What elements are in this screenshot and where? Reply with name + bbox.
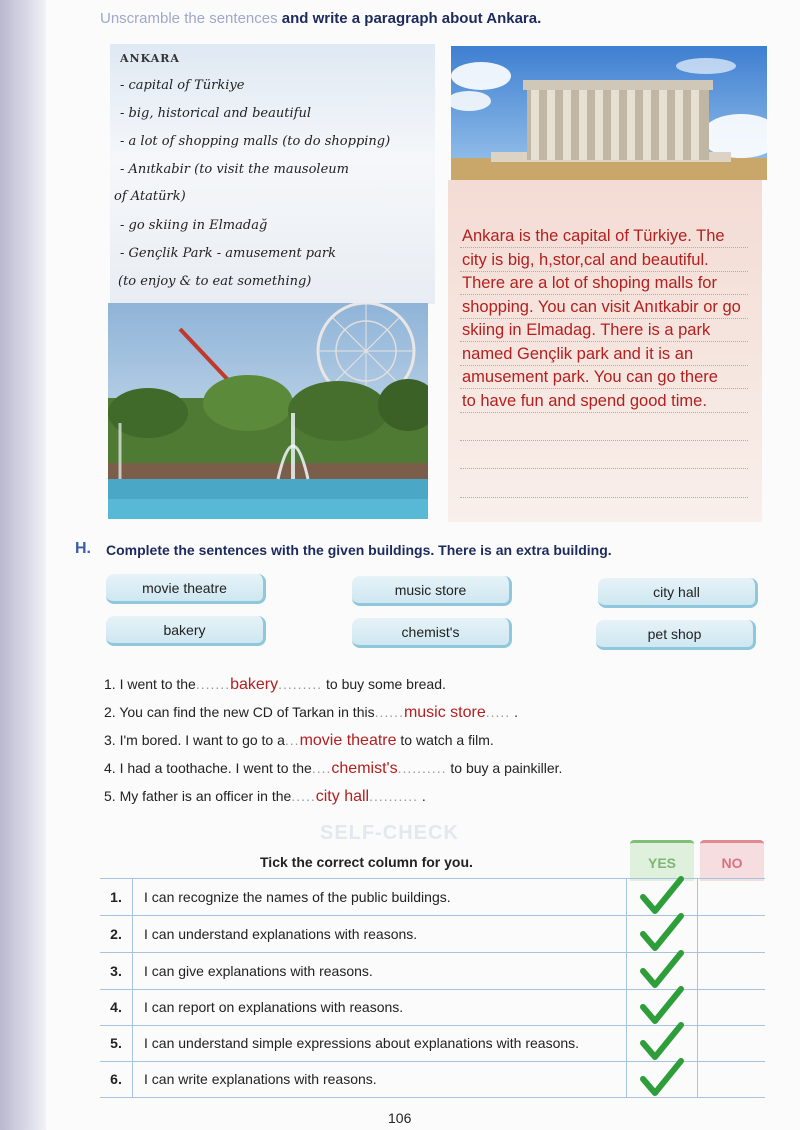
dotted-line [460,440,748,441]
blank-dots: ... [284,732,300,748]
paragraph-line: city is big, h,stor,cal and beautiful. [462,250,709,269]
notes-card [110,44,435,304]
sentence-number: 1. [104,676,116,692]
section-instruction: Complete the sentences with the given buildings. There is an extra building. [106,542,612,558]
sentence-answer: city hall [315,788,370,805]
notes-line: ANKARA [120,52,180,65]
building-label: movie theatre [142,580,227,596]
paragraph-line: There are a lot of shoping malls for [462,274,717,292]
sentence-before: You can find the new CD of Tarkan in this [119,704,375,720]
sentence-before: I had a toothache. I went to the [119,760,312,776]
sentence-answer: bakery [230,676,279,693]
notes-line: (to enjoy & to eat something) [118,274,312,289]
sentence-before: I'm bored. I want to go to a [119,732,285,748]
building-chip [352,618,512,648]
notes-line: - big, historical and beautiful [120,106,311,121]
paragraph-line: skiing in Elmadag. There is a park [462,321,711,339]
checkmark-icon [639,1057,685,1099]
notes-line: - a lot of shopping malls (to do shopping) [120,134,391,149]
checkmark-icon [639,875,685,917]
row-number: 6. [100,1061,133,1097]
paragraph-line: shopping. You can visit Anıtkabir or go [462,297,741,316]
anitkabir-photo [451,46,767,180]
table-row [100,1061,765,1098]
blank-dots: ....... [195,676,231,692]
sentence-after: to buy some bread. [326,676,446,692]
paragraph-line: to have fun and spend good time. [462,391,707,410]
checkmark-icon [639,912,685,954]
sentence-answer: movie theatre [299,732,397,749]
notes-line: - go skiing in Elmadağ [120,218,268,233]
table-heading: Tick the correct column for you. [260,854,473,870]
building-chip [106,574,266,604]
building-label: city hall [653,584,700,600]
table-row [100,916,765,953]
building-chip [352,576,512,606]
yes-cell[interactable] [626,916,698,952]
blank-dots: .... [311,760,332,776]
yes-cell[interactable] [626,989,698,1025]
sentence-answer: music store [403,704,486,721]
sentence-after: to watch a film. [400,732,494,748]
exercise-title [100,10,541,27]
sentence-after: to buy a painkiller. [450,760,563,776]
row-statement: I can understand explanations with reasons. [144,926,418,942]
building-chip [596,620,756,650]
exercise-title-text: and write a paragraph about Ankara. [281,10,542,27]
building-label: music store [394,582,467,598]
yes-cell[interactable] [626,953,698,989]
notes-line: - Anıtkabir (to visit the mausoleum [120,162,349,177]
building-chip [598,578,758,608]
yes-cell[interactable] [626,879,698,915]
notes-line: - Gençlik Park - amusement park [120,246,336,261]
row-statement: I can recognize the names of the public buildings. [144,889,451,905]
self-check-title: SELF-CHECK [320,822,459,844]
sentence-answer: chemist's [331,760,398,777]
yes-column-header: YES [630,840,694,881]
notes-line: - capital of Türkiye [120,78,245,93]
blank-dots: ..... [291,788,316,804]
blank-dots: .......... [369,788,419,804]
building-label: bakery [163,622,206,638]
exercise-title-faded: Unscramble the sentences [100,10,278,27]
no-column-header: NO [700,840,764,881]
sentence-number: 4. [104,760,116,776]
row-number: 2. [100,916,133,952]
blank-dots: ...... [374,704,404,720]
row-number: 4. [100,989,133,1025]
building-chip [106,616,266,646]
blank-dots: ..... [485,704,511,720]
sentence-number: 5. [104,788,116,804]
row-number: 5. [100,1025,133,1061]
building-label: chemist's [401,624,460,640]
blank-dots: .......... [397,760,447,776]
sentence-before: My father is an officer in the [119,788,292,804]
sentence [104,676,446,694]
row-statement: I can report on explanations with reasons. [144,999,404,1015]
paragraph-line: named Gençlik park and it is an [462,344,694,363]
row-number: 1. [100,879,133,915]
row-number: 3. [100,953,133,989]
sentence-number: 2. [104,704,116,720]
genclik-park-photo [108,303,428,519]
building-label: pet shop [647,626,702,642]
dotted-line [460,468,748,469]
dotted-line [460,497,748,498]
sentence-after: . [514,704,518,720]
sentence-number: 3. [104,732,116,748]
handwritten-paragraph [462,225,782,413]
yes-cell[interactable] [626,1061,698,1097]
sentence [104,704,518,722]
blank-dots: ......... [278,676,323,692]
row-statement: I can give explanations with reasons. [144,963,373,979]
sentence [104,732,494,750]
sentence-before: I went to the [119,676,196,692]
book-spine [0,0,46,1130]
yes-cell[interactable] [626,1025,698,1061]
page-number: 106 [388,1110,412,1126]
sentence [104,788,426,806]
table-row [100,879,765,916]
section-letter: H. [75,540,91,557]
paragraph-line: Ankara is the capital of Türkiye. The [462,227,725,245]
notes-line: of Atatürk) [114,189,186,204]
sentence-after: . [421,788,426,804]
row-statement: I can write explanations with reasons. [144,1071,377,1087]
row-statement: I can understand simple expressions about explanations with reasons. [144,1035,580,1051]
paragraph-line: amusement park. You can go there [462,368,718,386]
sentence [104,760,562,778]
